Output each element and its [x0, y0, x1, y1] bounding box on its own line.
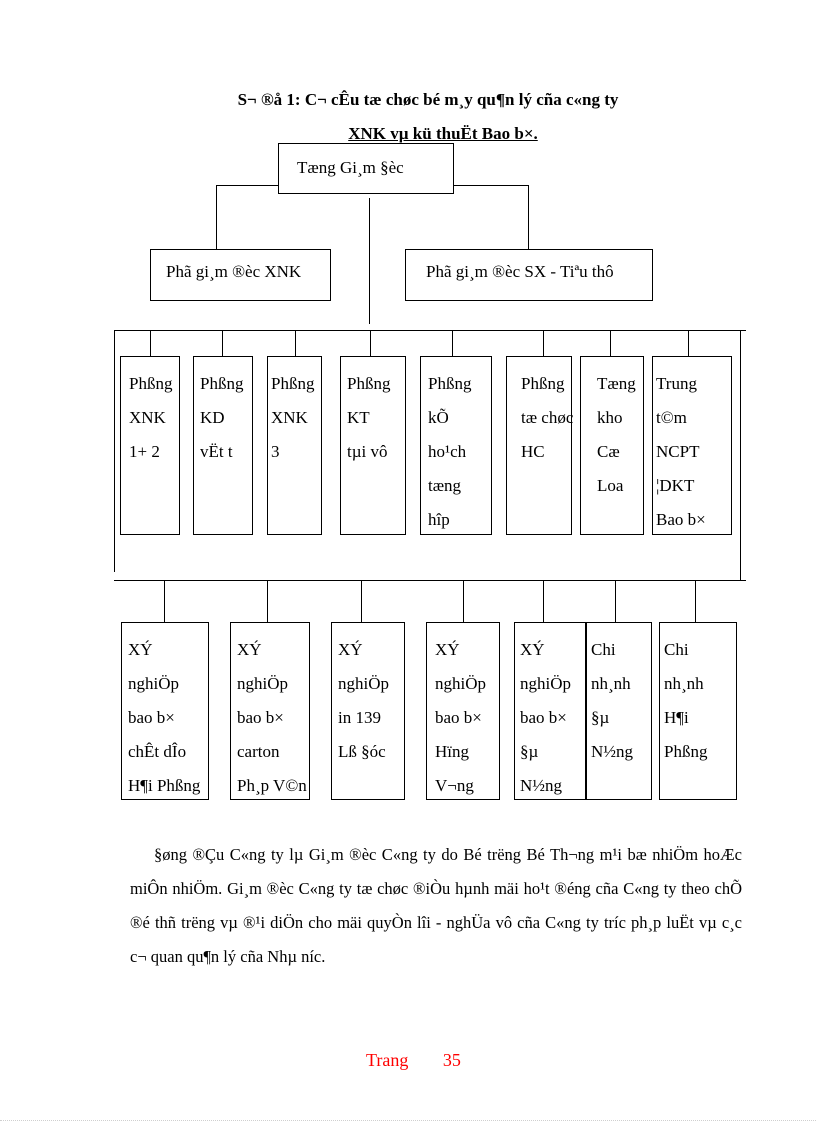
unit-label: XÝ nghiÖp in 139 Lß §óc — [338, 640, 389, 761]
unit-box — [514, 622, 586, 800]
general-director-label: Tæng Gi¸m §èc — [297, 158, 404, 177]
deputy-director-production-label: Phã gi¸m ®èc SX - Tiªu thô — [426, 262, 614, 281]
department-label: Phßng kÕ ho¹ch tæng hîp — [428, 374, 472, 529]
department-label: Phßng XNK 1+ 2 — [129, 374, 173, 461]
department-box — [506, 356, 572, 535]
chart-title-line-1: S¬ ®å 1: C¬ cÊu tæ chøc bé m¸y qu¶n lý cña c«ng ty — [237, 90, 619, 109]
unit-box — [426, 622, 500, 800]
bus-right-edge — [740, 330, 741, 580]
dept-drop — [688, 330, 689, 356]
dept-drop — [295, 330, 296, 356]
department-label: Phßng XNK 3 — [271, 374, 315, 461]
unit-drop — [695, 580, 696, 622]
department-label: Phßng KD vËt t — [200, 374, 244, 461]
unit-label: Chi nh¸nh H¶i Phßng — [664, 640, 708, 761]
unit-box — [230, 622, 310, 800]
connector-top-left-arm — [216, 185, 278, 186]
unit-label: XÝ nghiÖp bao b× carton Ph¸p V©n — [237, 640, 307, 795]
connector-top-left-stem — [216, 185, 217, 249]
chart-title-line-2: XNK vµ kü thuËt Bao b×. — [348, 124, 538, 143]
dept-drop — [610, 330, 611, 356]
unit-label: XÝ nghiÖp bao b× chÊt dÎo H¶i Phßng — [128, 640, 201, 795]
unit-label: Chi nh¸nh §µ N½ng — [591, 640, 634, 761]
general-director-box — [278, 143, 454, 194]
department-label: Trung t©m NCPT ¦DKT Bao b× — [656, 374, 706, 529]
page-label: Trang — [366, 1050, 409, 1070]
department-box — [267, 356, 322, 535]
department-box — [420, 356, 492, 535]
unit-drop — [361, 580, 362, 622]
department-box — [580, 356, 644, 535]
department-label: Tæng kho Cæ Loa — [597, 374, 636, 495]
unit-drop — [463, 580, 464, 622]
department-box — [120, 356, 180, 535]
department-box — [340, 356, 406, 535]
unit-box — [121, 622, 209, 800]
deputy-director-xnk-box — [150, 249, 331, 301]
deputy-director-production-box — [405, 249, 653, 301]
connector-top-right-stem — [528, 185, 529, 249]
unit-label: XÝ nghiÖp bao b× Hïng V¬ng — [435, 640, 486, 795]
deputy-director-xnk-label: Phã gi¸m ®èc XNK — [166, 262, 302, 281]
unit-drop — [615, 580, 616, 622]
page-bottom-border — [0, 1120, 816, 1121]
unit-box — [331, 622, 405, 800]
dept-drop — [370, 330, 371, 356]
body-paragraph: §øng ®Çu C«ng ty lµ Gi¸m ®èc C«ng ty do Bé trëng Bé Th¬ng m¹i bæ nhiÖm hoÆc miÔn nhiÖm. Gi¸m ®èc C«ng ty tæ chøc ®iÒu hµnh mäi ho¹t ®éng cña C«ng ty theo chÕ ®é thñ trëng vµ ®¹i diÖn cho mäi quyÒn lîi - nghÜa vô cña C«ng ty tríc ph¸p luËt vµ c¸c c¬ quan qu¶n lý cña Nhµ níc. — [130, 845, 742, 966]
department-label: Phßng tæ chøc HC — [521, 374, 574, 461]
dept-drop — [452, 330, 453, 356]
connector-trunk — [369, 198, 370, 324]
unit-bus-line — [114, 580, 746, 581]
page-footer — [366, 1050, 461, 1071]
unit-box — [659, 622, 737, 800]
department-bus-line — [114, 330, 746, 331]
unit-drop — [543, 580, 544, 622]
unit-label: XÝ nghiÖp bao b× §µ N½ng — [520, 640, 571, 795]
connector-top-right-arm — [453, 185, 528, 186]
unit-drop — [164, 580, 165, 622]
dept-drop — [150, 330, 151, 356]
department-label: Phßng KT tµi vô — [347, 374, 391, 461]
unit-drop — [267, 580, 268, 622]
unit-box — [586, 622, 652, 800]
page-number: 35 — [442, 1050, 461, 1070]
dept-drop — [222, 330, 223, 356]
department-box — [652, 356, 732, 535]
department-box — [193, 356, 253, 535]
bus-left-edge — [114, 330, 115, 572]
dept-drop — [543, 330, 544, 356]
